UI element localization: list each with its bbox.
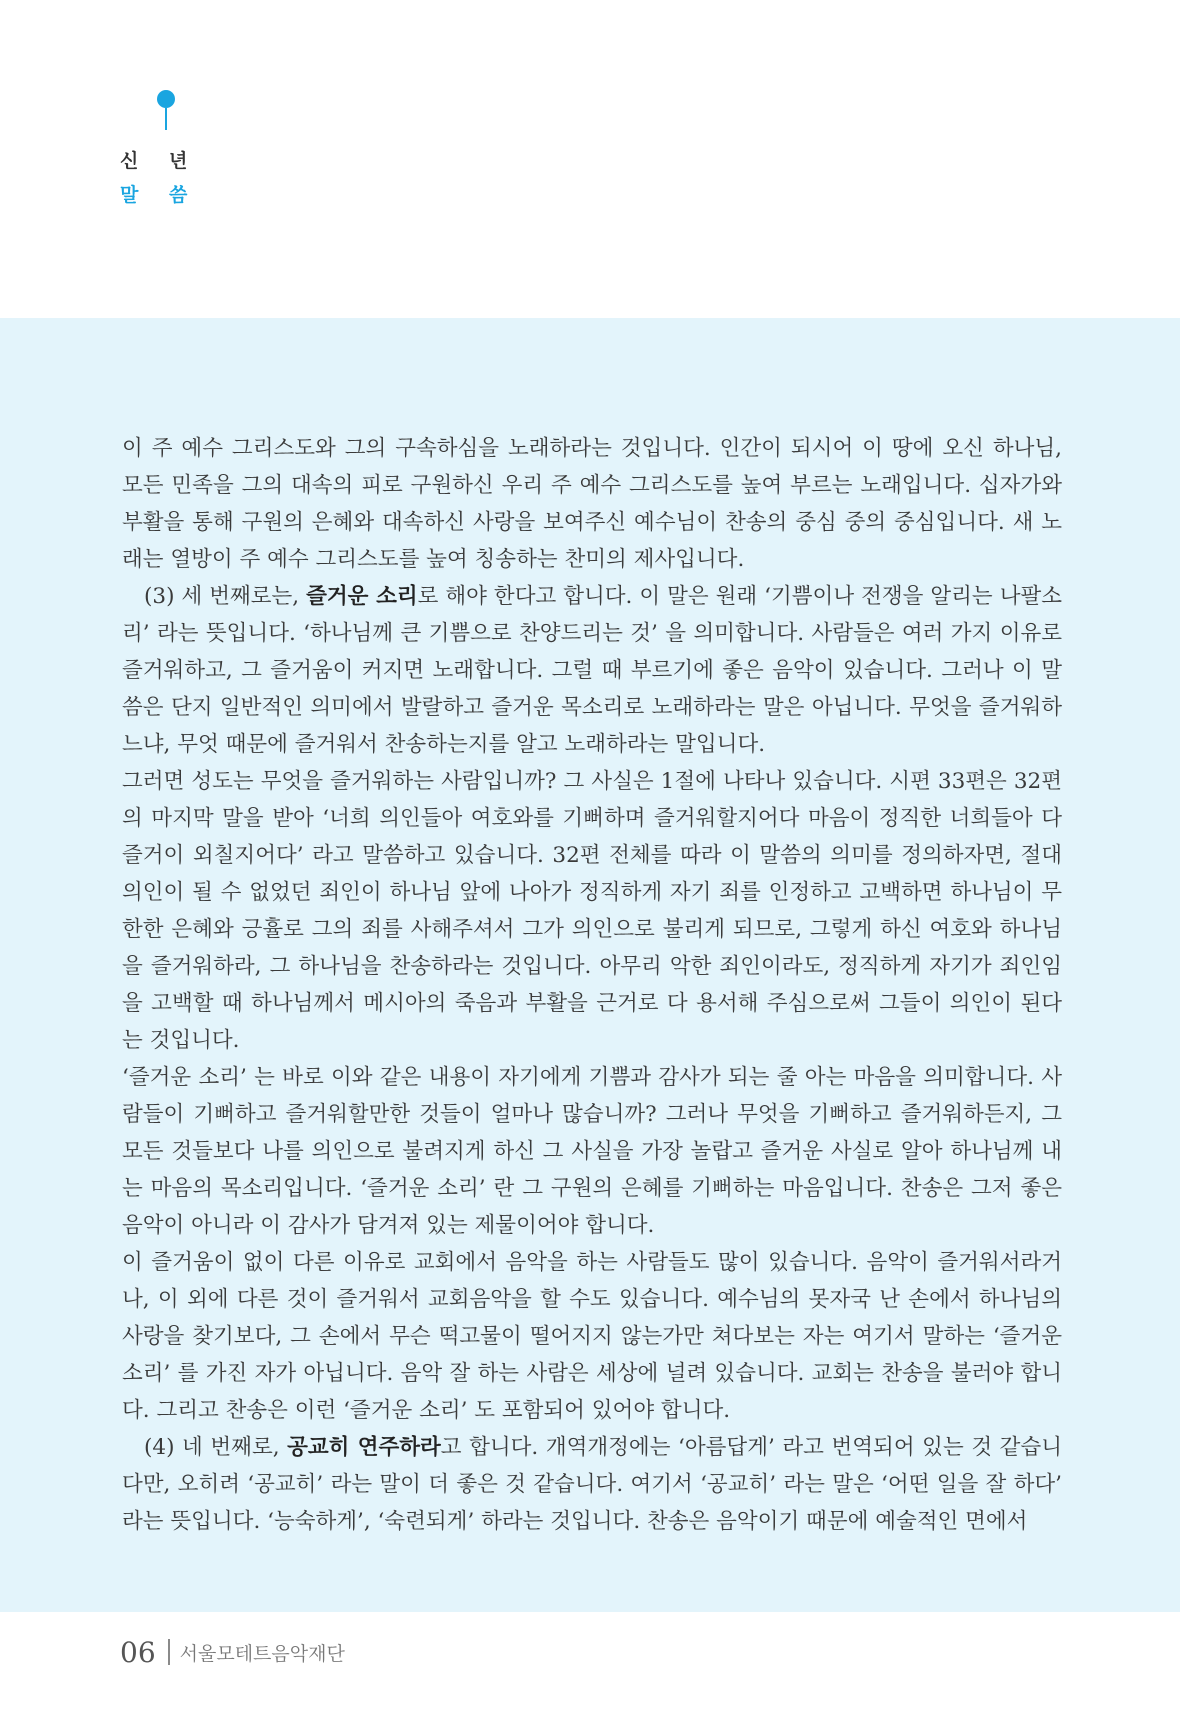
bullet-dot-icon — [157, 90, 175, 108]
article-body — [122, 430, 1062, 1540]
paragraph-text: (4) 네 번째로, — [144, 1435, 288, 1460]
paragraph-text: 그러면 성도는 무엇을 즐거워하는 사람입니까? 그 사실은 1절에 나타나 있습니다. 시편 33편은 32편의 마지막 말을 받아 ‘너희 의인들아 여호와를 기뻐하며 즐거워할지어다 마음이 정직한 너희들아 다 즐거이 외칠지어다’ 라고 말씀하고 있습니다. 32편 전체를 따라 이 말씀의 의미를 정의하자면, 절대 의인이 될 수 없었던 죄인이 하나님 앞에 나아가 정직하게 자기 죄를 인정하고 고백하면 하나님이 무한한 은혜와 긍휼로 그의 죄를 사해주셔서 그가 의인으로 불리게 되므로, 그렇게 하신 여호와 하나님을 즐거워하라, 그 하나님을 찬송하라는 것입니다. 아무리 악한 죄인이라도, 정직하게 자기가 죄인임을 고백할 때 하나님께서 메시아의 죽음과 부활을 근거로 다 용서해 주심으로써 그들이 의인이 된다는 것입니다. — [122, 769, 1062, 1053]
paragraph-text: 이 즐거움이 없이 다른 이유로 교회에서 음악을 하는 사람들도 많이 있습니다. 음악이 즐거워서라거나, 이 외에 다른 것이 즐거워서 교회음악을 할 수도 있습니다. 예수님의 못자국 난 손에서 하나님의 사랑을 찾기보다, 그 손에서 무슨 떡고물이 떨어지지 않는가만 쳐다보는 자는 여기서 말하는 ‘즐거운 소리’ 를 가진 자가 아닙니다. 음악 잘 하는 사람은 세상에 널려 있습니다. 교회는 찬송을 불러야 합니다. 그리고 찬송은 이런 ‘즐거운 소리’ 도 포함되어 있어야 합니다. — [122, 1250, 1062, 1423]
paragraph-text: ‘즐거운 소리’ 는 바로 이와 같은 내용이 자기에게 기쁨과 감사가 되는 줄 아는 마음을 의미합니다. 사람들이 기뻐하고 즐거워할만한 것들이 얼마나 많습니까? 그러나 무엇을 기뻐하고 즐거워하든지, 그 모든 것들보다 나를 의인으로 불려지게 하신 그 사실을 가장 놀랍고 즐거운 사실로 알아 하나님께 내는 마음의 목소리입니다. ‘즐거운 소리’ 란 그 구원의 은혜를 기뻐하는 마음입니다. 찬송은 그저 좋은 음악이 아니라 이 감사가 담겨져 있는 제물이어야 합니다. — [122, 1065, 1062, 1238]
paragraph — [122, 763, 1062, 1059]
paragraph — [122, 1244, 1062, 1429]
paragraph-text: 고 합니다. 개역개정에는 ‘아름답게’ 라고 번역되어 있는 것 같습니다만, 오히려 ‘공교히’ 라는 말이 더 좋은 것 같습니다. 여기서 ‘공교히’ 라는 말은 ‘어떤 일을 잘 하다’ 라는 뜻입니다. ‘능숙하게’, ‘숙련되게’ 하라는 것입니다. 찬송은 음악이기 때문에 예술적인 면에서 — [122, 1435, 1062, 1534]
organization-name: 서울모테트음악재단 — [179, 1642, 345, 1665]
section-label-line1: 신 년 — [120, 150, 200, 172]
page-number: 06 — [120, 1635, 156, 1669]
marker-line — [165, 108, 167, 130]
page-footer — [120, 1632, 345, 1672]
section-marker — [120, 88, 200, 208]
paragraph — [122, 578, 1062, 763]
emphasis-text: 공교히 연주하라 — [287, 1435, 441, 1460]
paragraph-text: 이 주 예수 그리스도와 그의 구속하심을 노래하라는 것입니다. 인간이 되시어 이 땅에 오신 하나님, 모든 민족을 그의 대속의 피로 구원하신 우리 주 예수 그리스도를 높여 부르는 노래입니다. 십자가와 부활을 통해 구원의 은혜와 대속하신 사랑을 보여주신 예수님이 찬송의 중심 중의 중심입니다. 새 노래는 열방이 주 예수 그리스도를 높여 칭송하는 찬미의 제사입니다. — [122, 436, 1062, 572]
emphasis-text: 즐거운 소리 — [306, 584, 418, 609]
footer-divider — [168, 1639, 170, 1665]
paragraph — [122, 430, 1062, 578]
paragraph — [122, 1429, 1062, 1540]
section-label-line2: 말 씀 — [120, 184, 200, 206]
paragraph-text: 로 해야 한다고 합니다. 이 말은 원래 ‘기쁨이나 전쟁을 알리는 나팔소리’ 라는 뜻입니다. ‘하나님께 큰 기쁨으로 찬양드리는 것’ 을 의미합니다. 사람들은 여러 가지 이유로 즐거워하고, 그 즐거움이 커지면 노래합니다. 그럴 때 부르기에 좋은 음악이 있습니다. 그러나 이 말씀은 단지 일반적인 의미에서 발랄하고 즐거운 목소리로 노래하라는 말은 아닙니다. 무엇을 즐거워하느냐, 무엇 때문에 즐거워서 찬송하는지를 알고 노래하라는 말입니다. — [122, 584, 1062, 757]
paragraph-text: (3) 세 번째로는, — [144, 584, 307, 609]
paragraph — [122, 1059, 1062, 1244]
